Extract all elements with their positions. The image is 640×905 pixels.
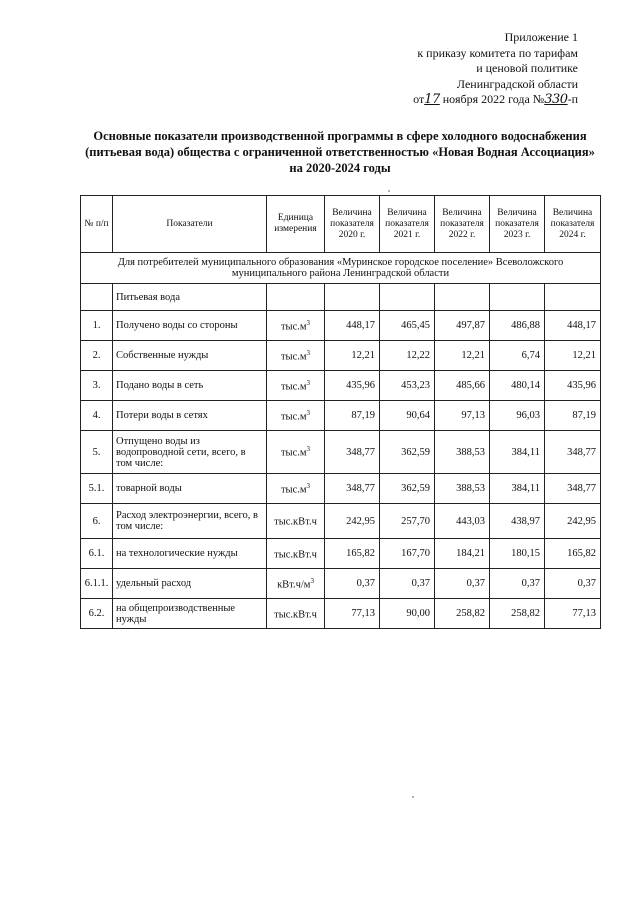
row-num: 3. xyxy=(81,371,113,401)
row-value-2020: 0,37 xyxy=(325,569,380,599)
appendix-date-line xyxy=(338,92,578,108)
row-num: 6.2. xyxy=(81,599,113,629)
row-value-2022: 12,21 xyxy=(435,341,490,371)
header-2021: Величина показателя 2021 г. xyxy=(380,196,435,253)
table-row xyxy=(81,539,601,569)
appendix-title: Приложение 1 xyxy=(504,30,578,44)
row-value-2020: 448,17 xyxy=(325,311,380,341)
row-unit xyxy=(267,371,325,401)
section-empty-cell xyxy=(490,284,545,311)
row-indicator: Потери воды в сетях xyxy=(113,401,267,431)
table-row xyxy=(81,504,601,539)
section-empty-cell xyxy=(435,284,490,311)
section-empty-cell xyxy=(325,284,380,311)
row-value-2020: 242,95 xyxy=(325,504,380,539)
table-row xyxy=(81,599,601,629)
row-value-2020: 348,77 xyxy=(325,474,380,504)
section-empty-cell xyxy=(380,284,435,311)
row-unit xyxy=(267,401,325,431)
header-indicator: Показатели xyxy=(113,196,267,253)
indicators-table xyxy=(80,195,601,629)
row-value-2021: 453,23 xyxy=(380,371,435,401)
header-unit: Единица измерения xyxy=(267,196,325,253)
row-indicator: Подано воды в сеть xyxy=(113,371,267,401)
row-value-2024: 12,21 xyxy=(545,341,601,371)
appendix-line-policy: и ценовой политике xyxy=(476,61,578,75)
row-num: 6.1.1. xyxy=(81,569,113,599)
table-row xyxy=(81,371,601,401)
row-value-2022: 497,87 xyxy=(435,311,490,341)
title-line-3: на 2020-2024 годы xyxy=(289,161,391,175)
order-suffix: -п xyxy=(567,92,578,106)
row-value-2022: 0,37 xyxy=(435,569,490,599)
row-value-2022: 258,82 xyxy=(435,599,490,629)
header-2020: Величина показателя 2020 г. xyxy=(325,196,380,253)
unit-text: тыс.м xyxy=(280,381,307,393)
row-value-2024: 87,19 xyxy=(545,401,601,431)
row-num: 4. xyxy=(81,401,113,431)
row-value-2024: 348,77 xyxy=(545,474,601,504)
table-header-row xyxy=(81,196,601,253)
unit-sup: 3 xyxy=(306,378,311,387)
row-value-2020: 87,19 xyxy=(325,401,380,431)
row-value-2021: 465,45 xyxy=(380,311,435,341)
row-value-2021: 257,70 xyxy=(380,504,435,539)
unit-text: тыс.м xyxy=(280,447,307,459)
row-indicator: Отпущено воды из водопроводной сети, всего, в том числе: xyxy=(113,431,267,474)
row-value-2024: 77,13 xyxy=(545,599,601,629)
row-indicator: на технологические нужды xyxy=(113,539,267,569)
section-label: Питьевая вода xyxy=(113,284,267,311)
appendix-line-region: Ленинградской области xyxy=(456,76,578,91)
row-unit xyxy=(267,539,325,569)
row-value-2020: 165,82 xyxy=(325,539,380,569)
unit-sup: 3 xyxy=(306,318,311,327)
unit-text: тыс.кВт.ч xyxy=(274,609,317,621)
row-num: 6.1. xyxy=(81,539,113,569)
date-middle: ноября 2022 года № xyxy=(439,92,545,106)
table-row xyxy=(81,341,601,371)
row-indicator: Расход электроэнергии, всего, в том числе: xyxy=(113,504,267,539)
table-row xyxy=(81,311,601,341)
header-2024: Величина показателя 2024 г. xyxy=(545,196,601,253)
table-row xyxy=(81,474,601,504)
row-value-2021: 90,64 xyxy=(380,401,435,431)
row-unit xyxy=(267,341,325,371)
unit-text: тыс.м xyxy=(280,411,307,423)
row-value-2020: 435,96 xyxy=(325,371,380,401)
row-value-2021: 167,70 xyxy=(380,539,435,569)
row-value-2024: 435,96 xyxy=(545,371,601,401)
row-value-2021: 0,37 xyxy=(380,569,435,599)
row-value-2022: 97,13 xyxy=(435,401,490,431)
row-value-2023: 438,97 xyxy=(490,504,545,539)
section-row xyxy=(81,284,601,311)
row-value-2024: 348,77 xyxy=(545,431,601,474)
table-row xyxy=(81,401,601,431)
row-num: 5. xyxy=(81,431,113,474)
date-prefix: от xyxy=(413,92,425,106)
appendix-line-order: к приказу комитета по тарифам xyxy=(417,45,578,60)
row-value-2024: 0,37 xyxy=(545,569,601,599)
row-value-2024: 242,95 xyxy=(545,504,601,539)
row-unit xyxy=(267,474,325,504)
table-row xyxy=(81,431,601,474)
row-unit xyxy=(267,504,325,539)
row-value-2020: 77,13 xyxy=(325,599,380,629)
handwritten-number: 330 xyxy=(544,92,568,107)
row-value-2022: 388,53 xyxy=(435,474,490,504)
appendix-header xyxy=(338,30,578,108)
unit-text: тыс.м xyxy=(280,321,307,333)
section-empty-cell xyxy=(545,284,601,311)
row-indicator: на общепроизводственные нужды xyxy=(113,599,267,629)
document-title xyxy=(60,128,620,176)
header-2022: Величина показателя 2022 г. xyxy=(435,196,490,253)
row-value-2023: 6,74 xyxy=(490,341,545,371)
row-value-2022: 443,03 xyxy=(435,504,490,539)
row-value-2022: 184,21 xyxy=(435,539,490,569)
unit-sup: 3 xyxy=(306,481,311,490)
unit-text: кВт.ч/м xyxy=(277,579,311,591)
row-value-2023: 480,14 xyxy=(490,371,545,401)
region-row xyxy=(81,253,601,284)
row-value-2021: 90,00 xyxy=(380,599,435,629)
row-value-2020: 348,77 xyxy=(325,431,380,474)
row-value-2023: 486,88 xyxy=(490,311,545,341)
unit-sup: 3 xyxy=(310,576,314,585)
section-empty-cell xyxy=(267,284,325,311)
row-value-2020: 12,21 xyxy=(325,341,380,371)
row-unit xyxy=(267,569,325,599)
unit-sup: 3 xyxy=(306,348,311,357)
unit-text: тыс.м xyxy=(280,484,307,496)
unit-text: тыс.кВт.ч xyxy=(274,516,317,528)
unit-text: тыс.м xyxy=(280,351,307,363)
row-unit xyxy=(267,599,325,629)
title-line-2: (питьевая вода) общества с ограниченной ответственностью «Новая Водная Ассоциация» xyxy=(85,145,595,159)
row-value-2022: 485,66 xyxy=(435,371,490,401)
unit-sup: 3 xyxy=(306,408,311,417)
row-num: 5.1. xyxy=(81,474,113,504)
row-unit xyxy=(267,431,325,474)
row-indicator: удельный расход xyxy=(113,569,267,599)
row-num: 2. xyxy=(81,341,113,371)
row-value-2021: 362,59 xyxy=(380,474,435,504)
row-value-2021: 12,22 xyxy=(380,341,435,371)
scan-speck xyxy=(412,796,414,798)
row-value-2023: 0,37 xyxy=(490,569,545,599)
region-cell: Для потребителей муниципального образования «Муринское городское поселение» Всеволожского муниципального района Ленинградской области xyxy=(81,253,601,284)
row-value-2023: 384,11 xyxy=(490,474,545,504)
row-indicator: товарной воды xyxy=(113,474,267,504)
table-row xyxy=(81,569,601,599)
row-value-2021: 362,59 xyxy=(380,431,435,474)
row-value-2024: 448,17 xyxy=(545,311,601,341)
row-value-2023: 384,11 xyxy=(490,431,545,474)
section-num-cell xyxy=(81,284,113,311)
row-value-2023: 96,03 xyxy=(490,401,545,431)
header-2023: Величина показателя 2023 г. xyxy=(490,196,545,253)
title-line-1: Основные показатели производственной программы в сфере холодного водоснабжения xyxy=(93,129,587,143)
row-value-2023: 180,15 xyxy=(490,539,545,569)
row-value-2022: 388,53 xyxy=(435,431,490,474)
row-num: 1. xyxy=(81,311,113,341)
row-value-2023: 258,82 xyxy=(490,599,545,629)
scan-speck xyxy=(388,190,390,192)
row-indicator: Получено воды со стороны xyxy=(113,311,267,341)
row-value-2024: 165,82 xyxy=(545,539,601,569)
handwritten-day: 17 xyxy=(424,92,440,107)
unit-text: тыс.кВт.ч xyxy=(274,549,317,561)
unit-sup: 3 xyxy=(306,445,311,454)
row-num: 6. xyxy=(81,504,113,539)
row-unit xyxy=(267,311,325,341)
header-num: № п/п xyxy=(81,196,113,253)
row-indicator: Собственные нужды xyxy=(113,341,267,371)
